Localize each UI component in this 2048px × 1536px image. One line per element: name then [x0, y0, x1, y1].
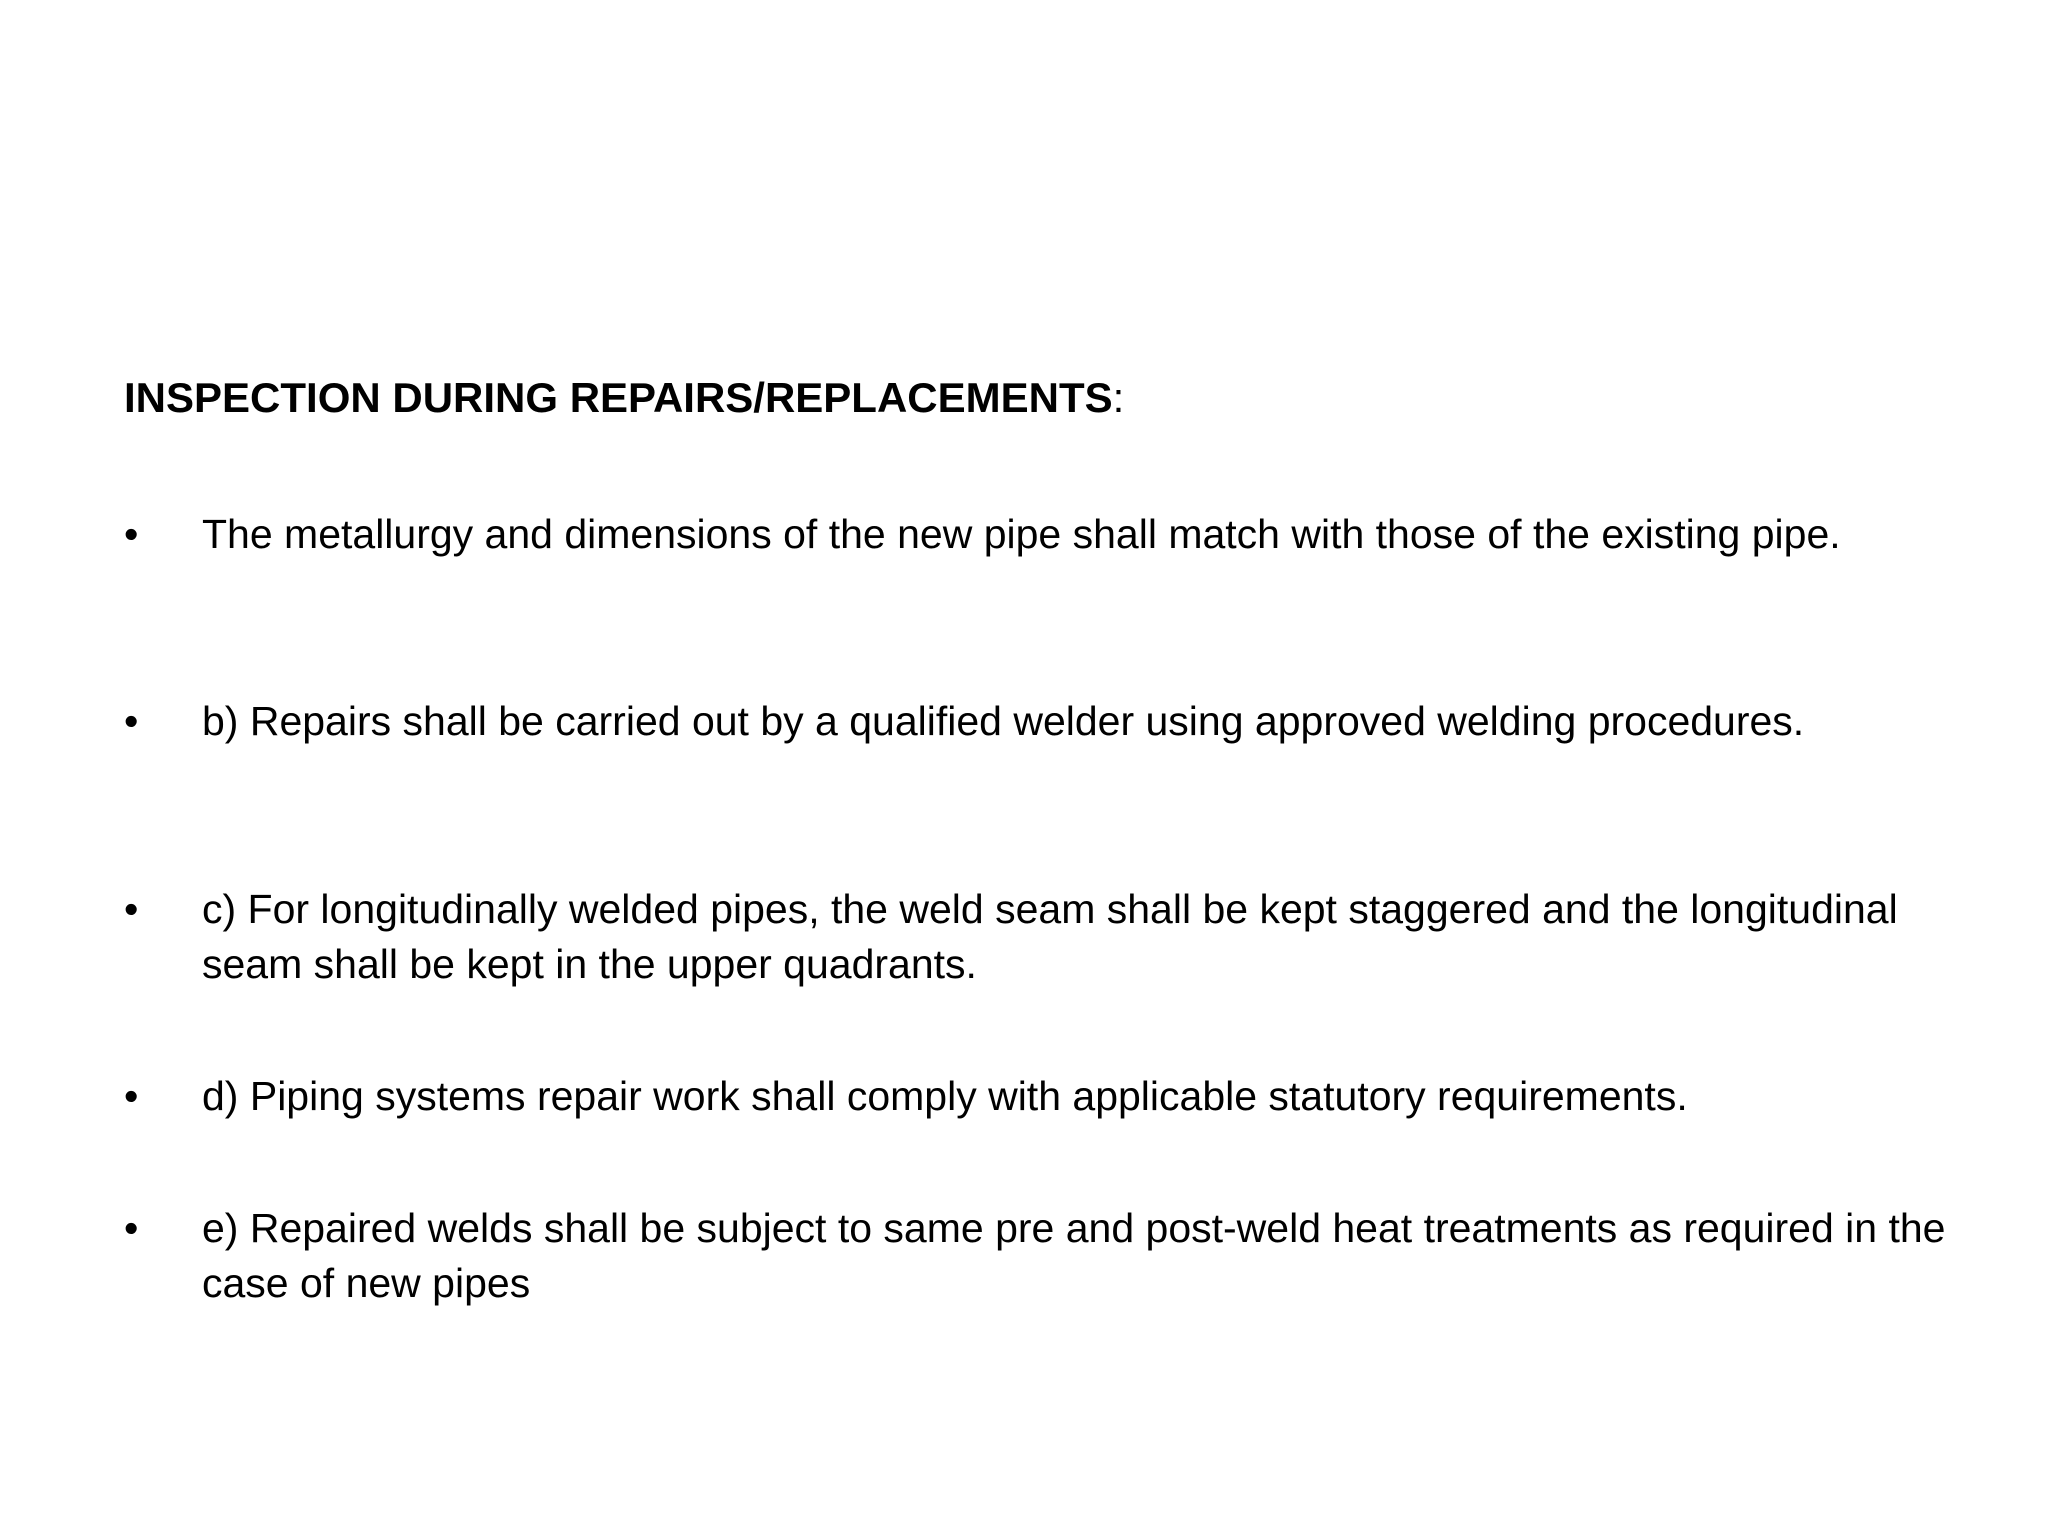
- section-heading-title: INSPECTION DURING REPAIRS/REPLACEMENTS: [124, 374, 1113, 421]
- list-item-text: The metallurgy and dimensions of the new pipe shall match with those of the existing pipe.: [202, 511, 1841, 557]
- bullet-icon: •: [124, 1073, 139, 1119]
- bullet-icon: •: [124, 886, 139, 932]
- bullet-icon: •: [124, 1205, 139, 1251]
- bullet-icon: •: [124, 698, 139, 744]
- list-item-text: c) For longitudinally welded pipes, the weld seam shall be kept staggered and the longitudinal seam shall be kept in the upper quadrants.: [202, 886, 1898, 987]
- list-item-text: b) Repairs shall be carried out by a qualified welder using approved welding procedures.: [202, 698, 1805, 744]
- list-item-text: e) Repaired welds shall be subject to same pre and post-weld heat treatments as required in the case of new pipes: [202, 1205, 1946, 1306]
- list-item-text: d) Piping systems repair work shall comply with applicable statutory requirements.: [202, 1073, 1688, 1119]
- section-heading-colon: :: [1112, 374, 1125, 421]
- bullet-icon: •: [124, 511, 139, 557]
- section-heading: [124, 372, 1124, 424]
